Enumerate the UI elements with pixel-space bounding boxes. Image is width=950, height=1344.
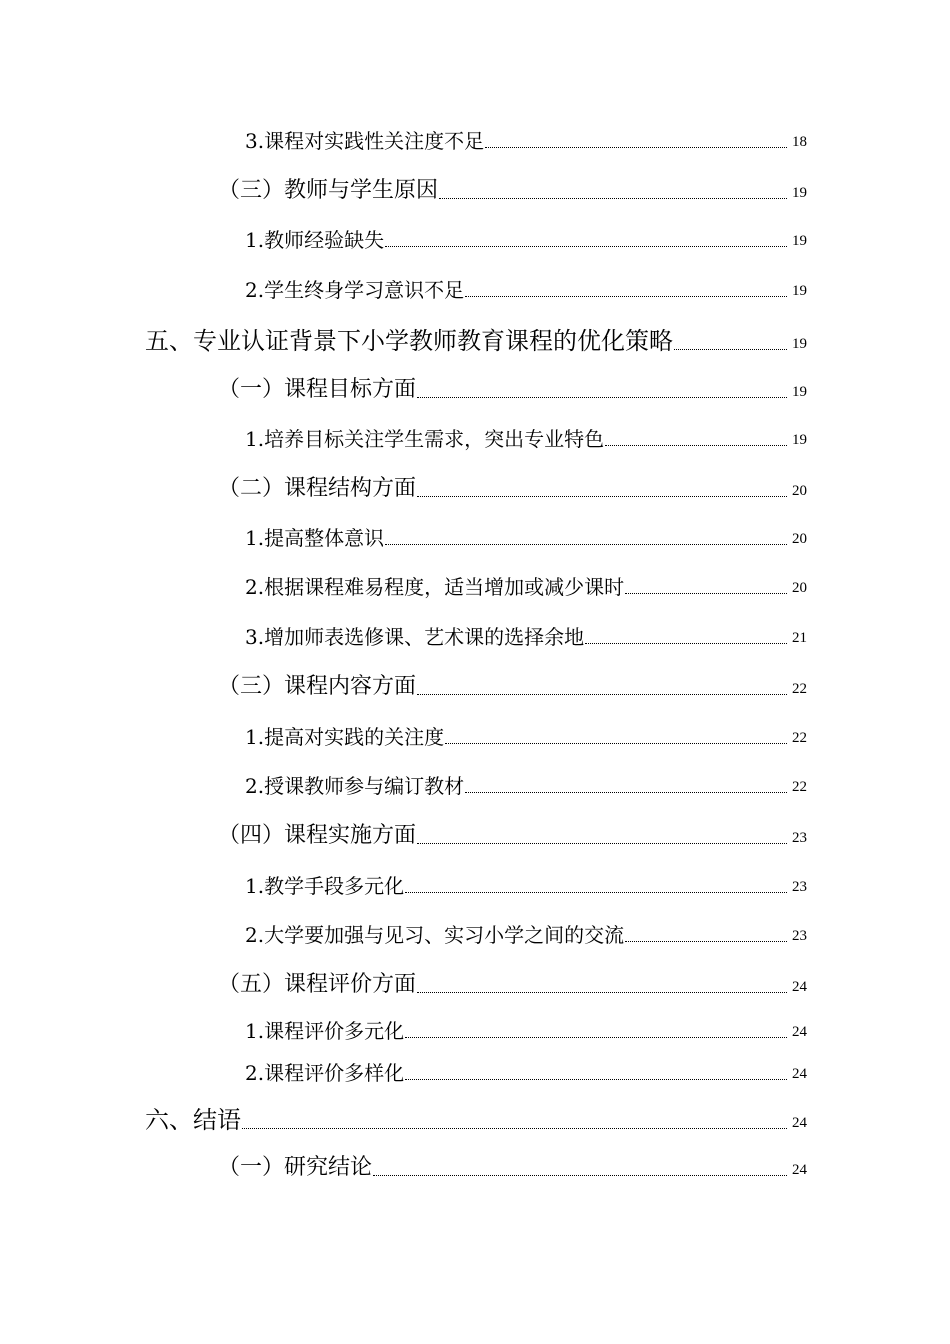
toc-dot-leader [417, 992, 787, 993]
toc-entry[interactable] [245, 876, 807, 896]
toc-dot-leader [465, 296, 787, 297]
toc-entry-page: 22 [792, 730, 807, 746]
toc-entry-page: 22 [792, 779, 807, 795]
toc-entry-page: 19 [792, 336, 807, 352]
toc-entry[interactable] [245, 577, 807, 597]
toc-entry-title: 五、专业认证背景下小学教师教育课程的优化策略 [145, 327, 673, 355]
toc-entry-page: 19 [792, 432, 807, 448]
toc-entry-title: 1.教师经验缺失 [245, 228, 385, 252]
toc-dot-leader [405, 1037, 787, 1038]
toc-entry-title: 3.增加师表选修课、艺术课的选择余地 [245, 625, 585, 649]
toc-entry[interactable] [245, 131, 807, 151]
toc-dot-leader [625, 941, 787, 942]
toc-dot-leader [417, 397, 787, 398]
toc-entry-title: 3.课程对实践性关注度不足 [245, 129, 485, 153]
toc-entry-page: 23 [792, 830, 807, 846]
toc-entry-title: （五）课程评价方面 [218, 972, 417, 997]
toc-entry-title: 2.根据课程难易程度，适当增加或减少课时 [245, 575, 625, 599]
toc-dot-leader [405, 1079, 787, 1080]
toc-entry[interactable] [218, 379, 807, 401]
toc-entry[interactable] [218, 676, 807, 698]
toc-entry-page: 24 [792, 1115, 807, 1131]
toc-dot-leader [485, 147, 787, 148]
toc-dot-leader [417, 496, 787, 497]
toc-entry-title: 1.培养目标关注学生需求，突出专业特色 [245, 427, 605, 451]
toc-entry-page: 23 [792, 879, 807, 895]
toc-entry-title: （一）研究结论 [218, 1155, 373, 1180]
toc-entry-title: （三）课程内容方面 [218, 674, 417, 699]
toc-entry-title: 2.学生终身学习意识不足 [245, 278, 465, 302]
toc-entry-title: 2.课程评价多样化 [245, 1061, 405, 1085]
toc-dot-leader [417, 843, 787, 844]
toc-entry-title: 2.授课教师参与编订教材 [245, 774, 465, 798]
toc-entry-page: 20 [792, 531, 807, 547]
toc-entry-page: 23 [792, 928, 807, 944]
toc-entry[interactable] [245, 429, 807, 449]
toc-entry-page: 18 [792, 134, 807, 150]
toc-entry[interactable] [218, 825, 807, 847]
toc-entry[interactable] [245, 776, 807, 796]
toc-entry[interactable] [245, 230, 807, 250]
toc-entry-page: 20 [792, 483, 807, 499]
toc-entry[interactable] [218, 180, 807, 202]
toc-dot-leader [625, 593, 787, 594]
toc-entry[interactable] [218, 478, 807, 500]
toc-entry-page: 24 [792, 1024, 807, 1040]
toc-dot-leader [465, 792, 787, 793]
toc-entry[interactable] [245, 627, 807, 647]
toc-entry[interactable] [245, 1063, 807, 1083]
toc-dot-leader [605, 445, 787, 446]
toc-entry-page: 24 [792, 1066, 807, 1082]
toc-entry-page: 19 [792, 185, 807, 201]
toc-entry[interactable] [245, 280, 807, 300]
toc-entry[interactable] [218, 974, 807, 996]
toc-entry-title: 2.大学要加强与见习、实习小学之间的交流 [245, 923, 625, 947]
toc-dot-leader [385, 246, 787, 247]
toc-entry-title: 1.提高整体意识 [245, 526, 385, 550]
toc-entry[interactable] [145, 1108, 807, 1132]
toc-entry-title: 1.教学手段多元化 [245, 874, 405, 898]
toc-entry-title: 1.提高对实践的关注度 [245, 725, 445, 749]
toc-entry-page: 19 [792, 384, 807, 400]
toc-entry-page: 19 [792, 233, 807, 249]
toc-entry-title: （四）课程实施方面 [218, 823, 417, 848]
toc-dot-leader [405, 892, 787, 893]
toc-entry-page: 20 [792, 580, 807, 596]
toc-entry-title: （二）课程结构方面 [218, 476, 417, 501]
toc-entry[interactable] [145, 329, 807, 353]
toc-entry-page: 24 [792, 979, 807, 995]
toc-dot-leader [674, 349, 787, 350]
toc-dot-leader [445, 743, 787, 744]
toc-entry-page: 21 [792, 630, 807, 646]
toc-entry-page: 24 [792, 1162, 807, 1178]
toc-entry-title: 六、结语 [145, 1106, 241, 1134]
toc-dot-leader [373, 1175, 787, 1176]
toc-entry-title: （三）教师与学生原因 [218, 178, 439, 203]
toc-entry[interactable] [245, 1021, 807, 1041]
toc-dot-leader [242, 1128, 787, 1129]
toc-entry[interactable] [245, 925, 807, 945]
toc-entry-page: 19 [792, 283, 807, 299]
toc-entry-title: （一）课程目标方面 [218, 377, 417, 402]
toc-dot-leader [439, 198, 787, 199]
toc-dot-leader [417, 694, 787, 695]
toc-dot-leader [585, 643, 787, 644]
toc-entry[interactable] [218, 1157, 807, 1179]
toc-entry-title: 1.课程评价多元化 [245, 1019, 405, 1043]
toc-dot-leader [385, 544, 787, 545]
toc-entry[interactable] [245, 528, 807, 548]
toc-entry-page: 22 [792, 681, 807, 697]
toc-entry[interactable] [245, 727, 807, 747]
